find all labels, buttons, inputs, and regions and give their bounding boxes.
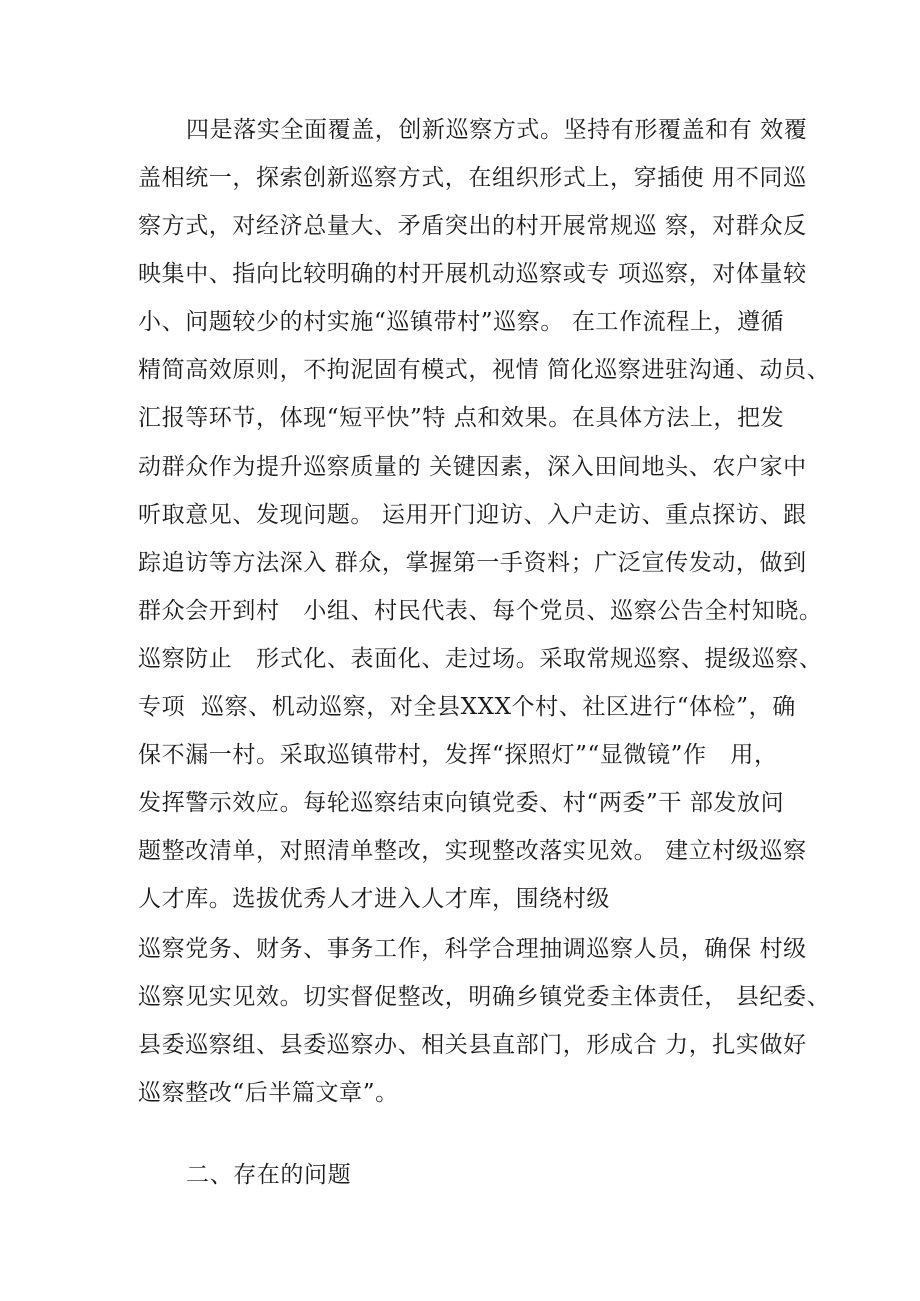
paragraph-line: 察方式，对经济总量大、矛盾突出的村开展常规巡 察，对群众反 [138,213,807,239]
paragraph-line: 盖相统一，探索创新巡察方式，在组织形式上，穿插使 用不同巡 [138,165,807,191]
paragraph-line: 巡察防止 形式化、表面化、走过场。采取常规巡察、提级巡察、 [138,646,823,672]
paragraph-line: 保不漏一村。采取巡镇带村，发挥“探照灯”“显微镜”作 用， [138,742,778,768]
section-heading: 二、存在的问题 [186,1162,352,1188]
paragraph-line: 小、问题较少的村实施“巡镇带村”巡察。 在工作流程上，遵循 [138,309,785,335]
paragraph-line: 发挥警示效应。每轮巡察结束向镇党委、村“两委”干 部发放问 [138,790,785,816]
paragraph-line: 踪追访等方法深入 群众，掌握第一手资料；广泛宣传发动，做到 [138,550,807,576]
paragraph-line: 映集中、指向比较明确的村开展机动巡察或专 项巡察，对体量较 [138,261,807,287]
paragraph-line: 四是落实全面覆盖，创新巡察方式。坚持有形覆盖和有 效覆 [186,117,808,143]
paragraph-line: 县委巡察组、县委巡察办、相关县直部门，形成合 力，扎实做好 [138,1032,807,1058]
paragraph-line: 巡察见实见效。切实督促整改，明确乡镇党委主体责任， 县纪委、 [138,984,831,1010]
paragraph-line: 巡察整改“后半篇文章”。 [138,1080,399,1106]
paragraph-line: 群众会开到村 小组、村民代表、每个党员、巡察公告全村知晓。 [138,598,823,624]
paragraph-line: 精简高效原则，不拘泥固有模式，视情 简化巡察进驻沟通、动员、 [138,357,831,383]
paragraph-line: 汇报等环节，体现“短平快”特 点和效果。在具体方法上，把发 [138,405,785,431]
paragraph-line: 动群众作为提升巡察质量的 关键因素，深入田间地头、农户家中 [138,454,807,480]
paragraph-line: 题整改清单，对照清单整改，实现整改落实见效。 建立村级巡察 [138,838,807,864]
paragraph-line: 巡察党务、财务、事务工作，科学合理抽调巡察人员，确保 村级 [138,936,807,962]
paragraph-line: 专项 巡察、机动巡察，对全县XXX个村、社区进行“体检”，确 [138,694,796,720]
paragraph-line: 听取意见、发现问题。 运用开门迎访、入户走访、重点探访、跟 [138,502,807,528]
paragraph-line: 人才库。选拔优秀人才进入人才库，围绕村级 [138,886,610,912]
